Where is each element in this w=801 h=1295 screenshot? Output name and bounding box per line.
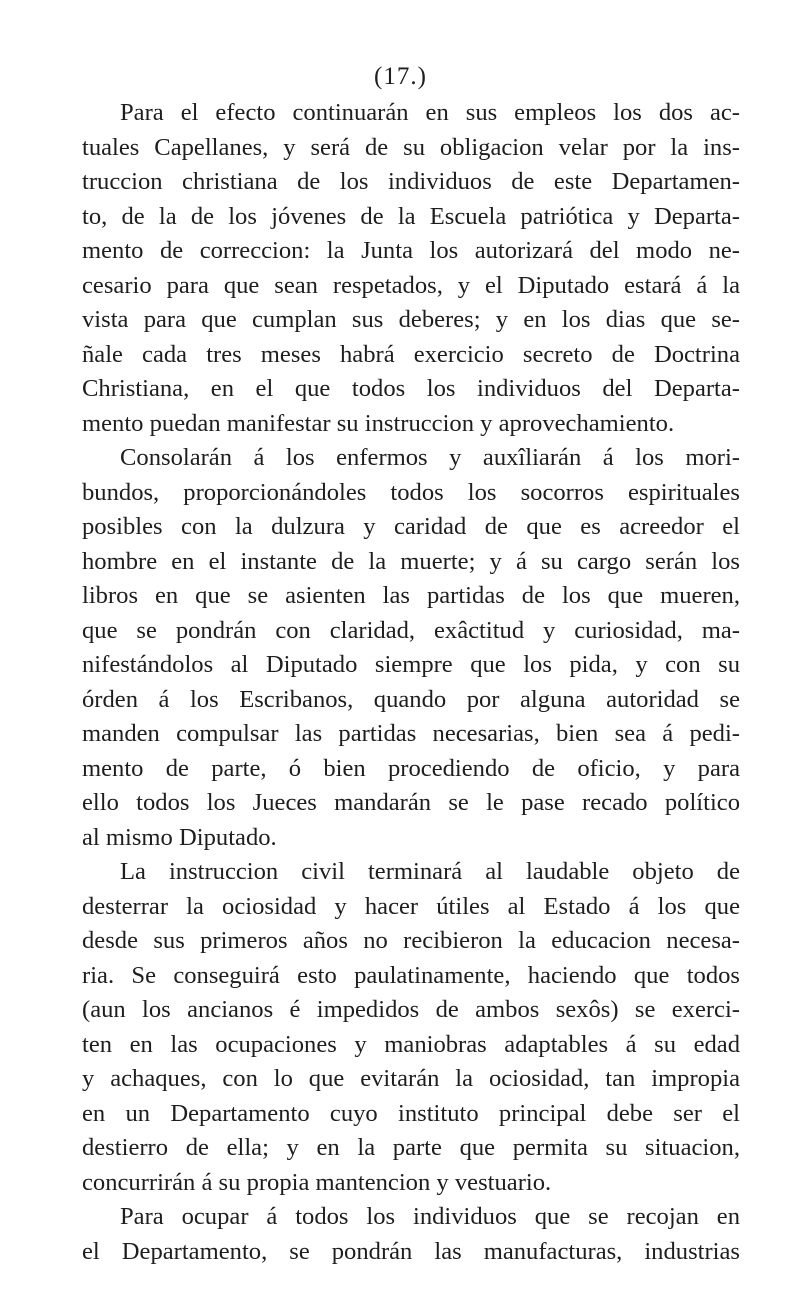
text-line: el Departamento, se pondrán las manufacturas, industrias — [82, 1237, 740, 1265]
text-line: manden compulsar las partidas necesarias, bien sea á pedi- — [82, 720, 740, 747]
page-number: (17.) — [374, 63, 427, 90]
text-line: órden á los Escribanos, quando por alguna autoridad se — [82, 685, 740, 713]
text-line: desterrar la ociosidad y hacer útiles al Estado á los que — [82, 892, 740, 920]
text-line: posibles con la dulzura y caridad de que es acreedor el — [82, 513, 740, 540]
text-line: ello todos los Jueces mandarán se le pase recado político — [82, 789, 740, 816]
text-line: ten en las ocupaciones y maniobras adaptables á su edad — [82, 1030, 740, 1058]
text-line: Para ocupar á todos los individuos que se recojan en — [120, 1203, 740, 1230]
text-line: mento de parte, ó bien procediendo de oficio, y para — [82, 754, 740, 782]
text-line: Para el efecto continuarán en sus empleos los dos ac- — [120, 99, 740, 126]
text-line: que se pondrán con claridad, exâctitud y curiosidad, ma- — [82, 616, 740, 644]
text-line: vista para que cumplan sus deberes; y en los dias que se- — [82, 306, 740, 333]
text-line: Consolarán á los enfermos y auxîliarán á los mori- — [120, 444, 740, 471]
text-line: La instruccion civil terminará al laudable objeto de — [120, 858, 740, 885]
text-line: hombre en el instante de la muerte; y á su cargo serán los — [82, 547, 740, 575]
text-line: y achaques, con lo que evitarán la ociosidad, tan impropia — [82, 1065, 740, 1092]
text-line: destierro de ella; y en la parte que permita su situacion, — [82, 1134, 740, 1161]
text-line: tuales Capellanes, y será de su obligacion velar por la ins- — [82, 133, 740, 161]
text-line: ria. Se conseguirá esto paulatinamente, haciendo que todos — [82, 961, 740, 989]
text-line: desde sus primeros años no recibieron la educacion necesa- — [82, 927, 740, 954]
text-line: bundos, proporcionándoles todos los socorros espirituales — [82, 478, 740, 506]
text-line: nifestándolos al Diputado siempre que los pida, y con su — [82, 651, 740, 678]
text-line: en un Departamento cuyo instituto principal debe ser el — [82, 1099, 740, 1127]
text-line: (aun los ancianos é impedidos de ambos sexôs) se exerci- — [82, 996, 740, 1023]
text-line: ñale cada tres meses habrá exercicio secreto de Doctrina — [82, 340, 740, 368]
text-line: libros en que se asienten las partidas de los que mueren, — [82, 582, 740, 609]
text-line: to, de la de los jóvenes de la Escuela patriótica y Departa- — [82, 202, 740, 230]
text-line: al mismo Diputado. — [82, 823, 277, 851]
text-line: Christiana, en el que todos los individuos del Departa- — [82, 375, 740, 402]
text-line: mento de correccion: la Junta los autorizará del modo ne- — [82, 237, 740, 264]
text-line: mento puedan manifestar su instruccion y aprovechamiento. — [82, 409, 675, 437]
text-line: cesario para que sean respetados, y el Diputado estará á la — [82, 271, 740, 299]
body-text — [82, 96, 740, 1269]
text-line: concurrirán á su propia mantencion y vestuario. — [82, 1168, 552, 1196]
text-line: truccion christiana de los individuos de este Departamen- — [82, 168, 740, 195]
